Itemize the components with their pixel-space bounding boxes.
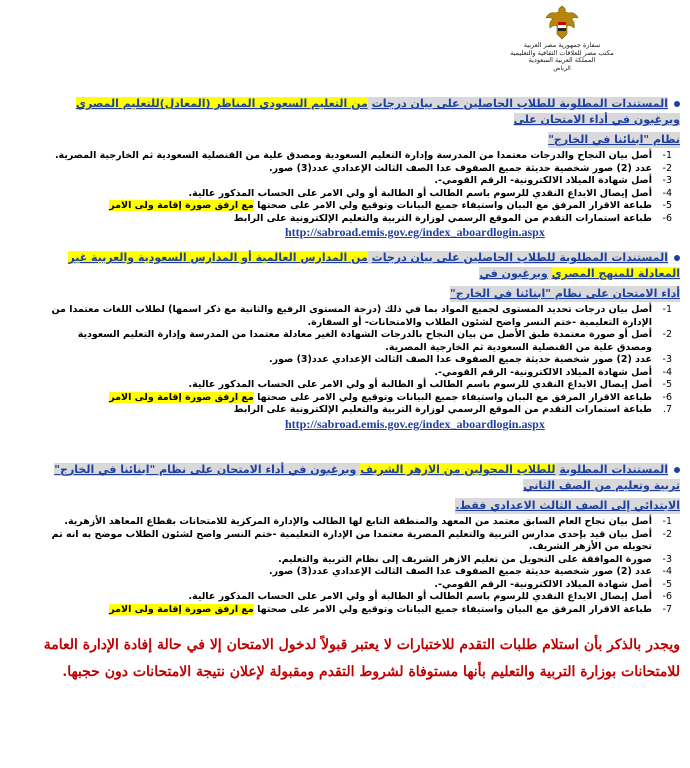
item-number: 4- xyxy=(662,366,672,378)
list-item xyxy=(40,188,680,201)
bullet-icon xyxy=(674,101,680,107)
list-item xyxy=(40,213,680,226)
section-2-heading-highlight: من المدارس العالمية أو المدارس السعودية والعربية غير المعادلة للمنهج المصري xyxy=(68,251,680,280)
item-number: 2- xyxy=(662,528,672,540)
section-2-subheading: أداء الامتحان على نظام "ابنائنا في الخارج" xyxy=(450,287,680,300)
list-item xyxy=(40,329,680,354)
item-text: أصل إيصال الايداع النقدي للرسوم باسم الطالب أو الطالبة أو ولي الامر على الحساب المذكور عالية. xyxy=(188,591,652,602)
item-text: أصل بيان قيد بإحدى مدارس التربية والتعليم المصرية معتمدا من الإدارة التعليمية -ختم النسر واضح لشئون الطلاب موضح به انه تم تحويله من الأزهر الشريف. xyxy=(51,528,652,552)
list-item xyxy=(40,150,680,163)
item-text: أصل بيان درجات تحديد المستوى لجميع المواد بما في ذلك (درجة المستوى الرفيع والثانية مع ذكر اسمها) لطلاب اللغات معتمدا من الإدارة التعليمية -ختم النسر واضح لشئون الطلاب والامتحانات- أو السفارة. xyxy=(51,304,652,328)
list-item xyxy=(40,379,680,392)
section-1-heading-highlight: من التعليم السعودي المناظر (المعادل)للتعليم المصري xyxy=(75,97,368,110)
item-number: 1- xyxy=(662,516,672,527)
item-text: أصل شهادة الميلاد الالكترونية- الرقم القومي-. xyxy=(434,175,652,186)
section-1-heading xyxy=(40,96,680,128)
section-2-heading-part-a: المستندات المطلوبة للطلاب الحاصلين على بيان درجات xyxy=(371,251,668,264)
list-item xyxy=(40,175,680,188)
section-azhar-transfer xyxy=(40,462,680,616)
item-number: 5- xyxy=(662,379,672,390)
letterhead-line-1: سفارة جمهورية مصر العربية xyxy=(523,41,601,49)
item-number: 5- xyxy=(662,200,672,211)
registration-link[interactable]: http://sabroad.emis.gov.eg/index_aboardlogin.aspx xyxy=(285,225,545,239)
item-number: 2- xyxy=(662,162,672,174)
list-item xyxy=(40,554,680,567)
item-text: طباعة الاقرار المرفق مع البيان واستيفاء جميع البيانات وتوقيع ولي الامر على صحتها xyxy=(257,391,652,403)
item-number: 7. xyxy=(662,404,672,415)
list-item xyxy=(40,529,680,554)
section-1-list xyxy=(40,150,680,225)
item-number: 7- xyxy=(662,603,672,615)
item-text: عدد (2) صور شخصية حديثة جميع الصفوف عدا الصف الثالث الإعدادي عدد(3) صور. xyxy=(269,354,652,365)
item-text: أصل إيصال الايداع النقدي للرسوم باسم الطالب أو الطالبة أو ولي الامر على الحساب المذكور عالية. xyxy=(188,379,652,390)
section-2-heading-part-c: ويرغبون في xyxy=(479,267,548,280)
eagle-emblem-icon xyxy=(545,4,579,42)
item-number: 6- xyxy=(662,591,672,602)
item-number: 1- xyxy=(662,150,672,161)
list-item xyxy=(40,392,680,405)
letterhead-line-2: مكتب مصر للعلاقات الثقافية والتعليمية xyxy=(510,48,614,57)
section-2-heading xyxy=(40,250,680,282)
item-text: طباعة استمارات التقدم من الموقع الرسمي لوزارة التربية والتعليم الإلكترونية على الرابط xyxy=(233,404,652,415)
item-text: صورة الموافقة على التحويل من تعليم الازهر الشريف إلى نظام التربية والتعليم. xyxy=(278,553,652,565)
section-3-heading-highlight: للطلاب المحولين من الازهر الشريف xyxy=(360,463,556,476)
section-saudi-equivalent xyxy=(40,96,680,239)
item-text: أصل إيصال الايداع النقدي للرسوم باسم الطالب أو الطالبة أو ولي الامر على الحساب المذكور عالية. xyxy=(188,187,652,199)
section-1-heading-part-a: المستندات المطلوبة للطلاب الحاصلين على بيان درجات xyxy=(371,97,668,110)
section-3-subheading: الابتدائي إلى الصف الثالث الاعدادي فقط. xyxy=(455,499,680,512)
item-text: أصل بيان نجاح العام السابق معتمد من المعهد والمنطقة التابع لها الطالب والإدارة المركزية للامتحانات بقطاع المعاهد الأزهرية. xyxy=(64,516,652,527)
list-item xyxy=(40,367,680,380)
item-text: طباعة استمارات التقدم من الموقع الرسمي لوزارة التربية والتعليم الإلكترونية على الرابط xyxy=(233,212,652,224)
bullet-icon xyxy=(674,255,680,261)
item-number: 2- xyxy=(662,329,672,340)
item-number: 3- xyxy=(662,175,672,186)
section-3-heading xyxy=(40,462,680,494)
item-text: أصل شهادة الميلاد الالكترونية- الرقم القومي-. xyxy=(434,578,652,590)
registration-link[interactable]: http://sabroad.emis.gov.eg/index_aboardlogin.aspx xyxy=(285,416,545,431)
list-item xyxy=(40,591,680,604)
item-number: 4- xyxy=(662,187,672,199)
section-international-schools xyxy=(40,250,680,431)
item-highlight: مع ارفق صورة إقامة ولى الامر xyxy=(109,200,254,211)
item-highlight: مع ارفق صورة إقامة ولى الامر xyxy=(109,603,254,615)
section-3-heading-part-a: المستندات المطلوبة xyxy=(559,463,668,476)
list-item xyxy=(40,163,680,176)
section-3-list xyxy=(40,516,680,616)
section-3-heading-part-c: ويرغبون في أداء الامتحان على نظام "ابنائنا في الخارج" تربية وتعليم من الصف الثاني xyxy=(54,463,680,492)
section-1-subheading: نظام "ابنائنا في الخارج" xyxy=(548,133,680,146)
list-item xyxy=(40,516,680,529)
item-highlight: مع ارفق صورة إقامة ولى الامر xyxy=(109,391,254,403)
item-text: عدد (2) صور شخصية حديثة جميع الصفوف عدا الصف الثالث الإعدادي عدد(3) صور. xyxy=(269,566,652,577)
list-item xyxy=(40,304,680,329)
item-number: 3- xyxy=(662,354,672,365)
bullet-icon xyxy=(674,467,680,473)
item-number: 3- xyxy=(662,553,672,565)
section-1-heading-part-c: ويرغبون في أداء الامتحان على xyxy=(513,113,680,126)
letterhead-line-3: المملكة العربية السعودية xyxy=(528,56,596,64)
section-2-list xyxy=(40,304,680,417)
item-text: طباعة الاقرار المرفق مع البيان واستيفاء جميع البيانات وتوقيع ولي الامر على صحتها xyxy=(257,200,652,211)
item-text: طباعة الاقرار المرفق مع البيان واستيفاء جميع البيانات وتوقيع ولي الامر على صحتها xyxy=(257,603,652,615)
list-item xyxy=(40,404,680,417)
letterhead-line-4: الرياض xyxy=(553,64,571,72)
item-number: 1- xyxy=(662,304,672,315)
item-text: أصل بيان النجاح والدرجات معتمدا من المدرسة وإدارة التعليم السعودية ومصدق علية من القنصلية السعودية ثم الخارجية المصرية. xyxy=(54,150,652,161)
item-number: 5- xyxy=(662,578,672,590)
item-number: 6- xyxy=(662,212,672,224)
list-item xyxy=(40,566,680,579)
list-item xyxy=(40,604,680,617)
letterhead xyxy=(502,4,622,72)
item-number: 6- xyxy=(662,391,672,403)
item-number: 4- xyxy=(662,566,672,577)
list-item xyxy=(40,354,680,367)
item-text: أصل شهادة الميلاد الالكترونية- الرقم القومي-. xyxy=(434,366,652,378)
exam-acceptance-note: ويجدر بالذكر بأن استلام طلبات التقدم للاختبارات لا يعتبر قبولاً لدخول الامتحان إلا في حالة إفادة الإدارة العامة للامتحانات بوزارة التربية والتعليم بأنها مستوفاة لشروط التقدم ومقبولة لإعلان نتيجة الامتحانات دون حجبها. xyxy=(43,637,680,680)
list-item xyxy=(40,579,680,592)
item-text: عدد (2) صور شخصية حديثة جميع الصفوف عدا الصف الثالث الإعدادي عدد(3) صور. xyxy=(269,162,652,174)
item-text: أصل أو صورة معتمدة طبق الأصل من بيان النجاح بالدرجات الشهادة الغير معادلة معتمدا من المدرسة وإدارة التعليم السعودية ومصدق علية من القنصلية السعودية ثم الخارجية المصرية. xyxy=(77,329,652,353)
list-item xyxy=(40,200,680,213)
